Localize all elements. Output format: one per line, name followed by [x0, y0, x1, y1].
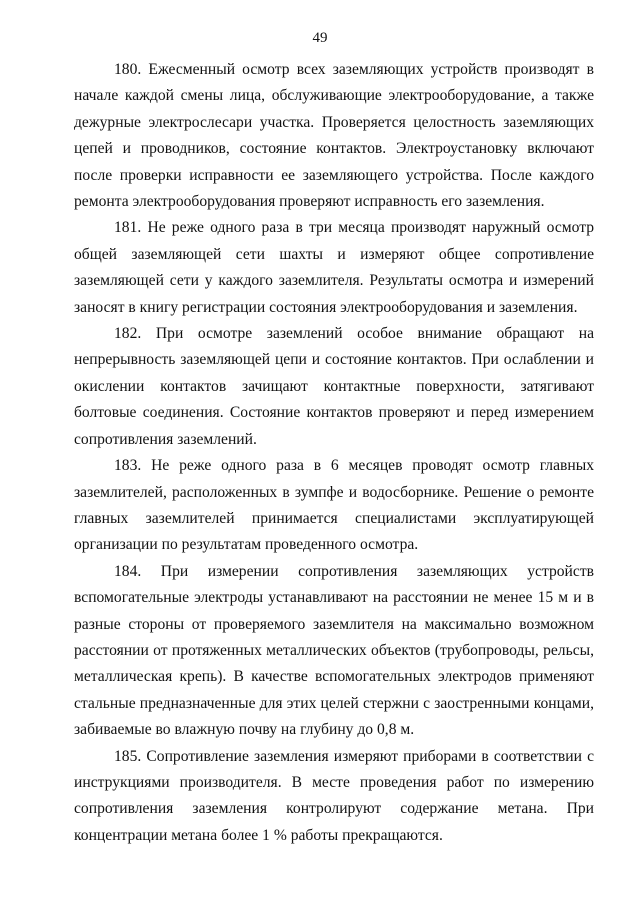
paragraph-183: 183. Не реже одного раза в 6 месяцев проводят осмотр главных заземлителей, расположенных в зумпфе и водосборнике. Решение о ремонте главных заземлителей принимается специалистами эксплуатирующей организации по результатам проведенного осмотра. [74, 457, 594, 554]
paragraph-180: 180. Ежесменный осмотр всех заземляющих устройств производят в начале каждой смены лица, обслуживающие электрооборудование, а также дежурные электрослесари участка. Проверяется целостность заземляющих цепей и проводников, состояние контактов. Электроустановку включают после проверки исправности ее заземляющего устройства. После каждого ремонта электрооборудования проверяют исправность его заземления. [74, 61, 594, 211]
paragraph-182: 182. При осмотре заземлений особое внимание обращают на непрерывность заземляющей цепи и состояние контактов. При ослаблении и окислении контактов зачищают контактные поверхности, затягивают болтовые соединения. Состояние контактов проверяют и перед измерением сопротивления заземлений. [74, 325, 594, 448]
document-body [74, 57, 594, 849]
paragraph-184: 184. При измерении сопротивления заземляющих устройств вспомогательные электроды устанавливают на расстоянии не менее 15 м и в разные стороны от проверяемого заземлителя на максимально возможном расстоянии от протяженных металлических объектов (трубопроводы, рельсы, металлическая крепь). В качестве вспомогательных электродов применяют стальные предназначенные для этих целей стержни с заостренными концами, забиваемые во влажную почву на глубину до 0,8 м. [74, 562, 594, 739]
paragraph-185: 185. Сопротивление заземления измеряют приборами в соответствии с инструкциями производителя. В месте проведения работ по измерению сопротивления заземления контролируют содержание метана. При концентрации метана более 1 % работы прекращаются. [74, 747, 594, 844]
paragraph-181: 181. Не реже одного раза в три месяца производят наружный осмотр общей заземляющей сети шахты и измеряют общее сопротивление заземляющей сети у каждого заземлителя. Результаты осмотра и измерений заносят в книгу регистрации состояния электрооборудования и заземления. [74, 219, 594, 316]
page-number: 49 [312, 30, 328, 46]
